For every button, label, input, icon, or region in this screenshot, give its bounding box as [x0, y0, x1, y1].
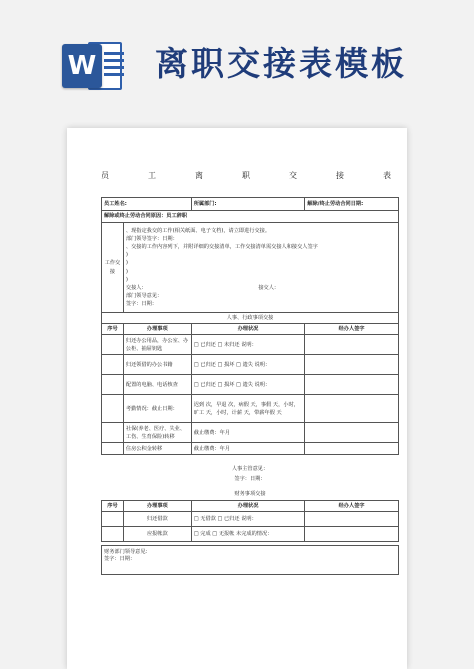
hr-section-title: 人事、行政事项交接: [102, 313, 399, 324]
department-field: 所属部门:: [191, 198, 305, 211]
work-handover-content: 、现指定我交的工作(相关纸面、电子文档)，请立即进行交接。 部门领导签字：日期： 、交接的工作内容列下，并附详细的交接清单，工作交接清单需交接人和接交人签字 ) ) ) ) 交接人： 接交人： 部门领导意见： 签字：日期：: [123, 223, 398, 313]
hr-sign: 签字：日期：: [234, 476, 266, 482]
handover-form-upper: [101, 197, 399, 455]
termination-date-field: 解除/终止劳动合同日期:: [305, 198, 399, 211]
work-handover-row: [102, 223, 399, 313]
reason-row: [102, 211, 399, 223]
hr-manager-opinion: 人事主管意见：: [231, 466, 269, 472]
table-row: 应报帐款 □ 完成 □ 无报帐 未完成的情况：: [102, 527, 399, 542]
header: [0, 0, 474, 118]
table-row: 配置的电脑、电话核查 □ 已归还 □ 损坏 □ 遗失 说明：: [102, 375, 399, 395]
page-title: 离职交接表模板: [155, 44, 407, 83]
table-row: 考勤情况：截止日期： 迟到 次，早退 次，病假 天，事假 天，小时，旷工 天，小时，计薪 天，带薪年假 天: [102, 395, 399, 423]
handover-form-finance: [101, 500, 399, 542]
word-icon-badge: W: [62, 44, 102, 88]
fin-section-title: 财务事项交接: [234, 491, 266, 497]
finance-opinion-block: 财务部门领导意见： 签字：日期：: [101, 545, 399, 575]
table-row: 归还借款 □ 无借款 □ 已归还 说明：: [102, 512, 399, 527]
word-icon: [62, 42, 124, 90]
fin-header-row: 序号 办理事项 办理状况 经办人签字: [102, 501, 399, 512]
form-title: 员 工 离 职 交 接 表: [101, 171, 391, 180]
termination-reason: 解除或终止劳动合同原因：员工辞职: [102, 211, 399, 223]
work-handover-label: 工作交接: [102, 223, 124, 313]
handover-signatures: 交接人： 接交人：: [125, 284, 280, 291]
table-row: 归还办公用品，办公室、办公柜、抽屉钥匙 □ 已归还 □ 未归还 说明：: [102, 335, 399, 355]
employee-name-field: 员工姓名:: [102, 198, 192, 211]
table-row: 归还领借的办公书籍 □ 已归还 □ 损坏 □ 遗失 说明：: [102, 355, 399, 375]
table-row: 社保(养老、医疗、失业、工伤、生育保险)转移 截止缴费：年月: [102, 423, 399, 443]
hr-header-row: 序号 办理事项 办理状况 经办人签字: [102, 324, 399, 335]
info-row: [102, 198, 399, 211]
table-row: 住房公积金转移 截止缴费：年月: [102, 443, 399, 455]
